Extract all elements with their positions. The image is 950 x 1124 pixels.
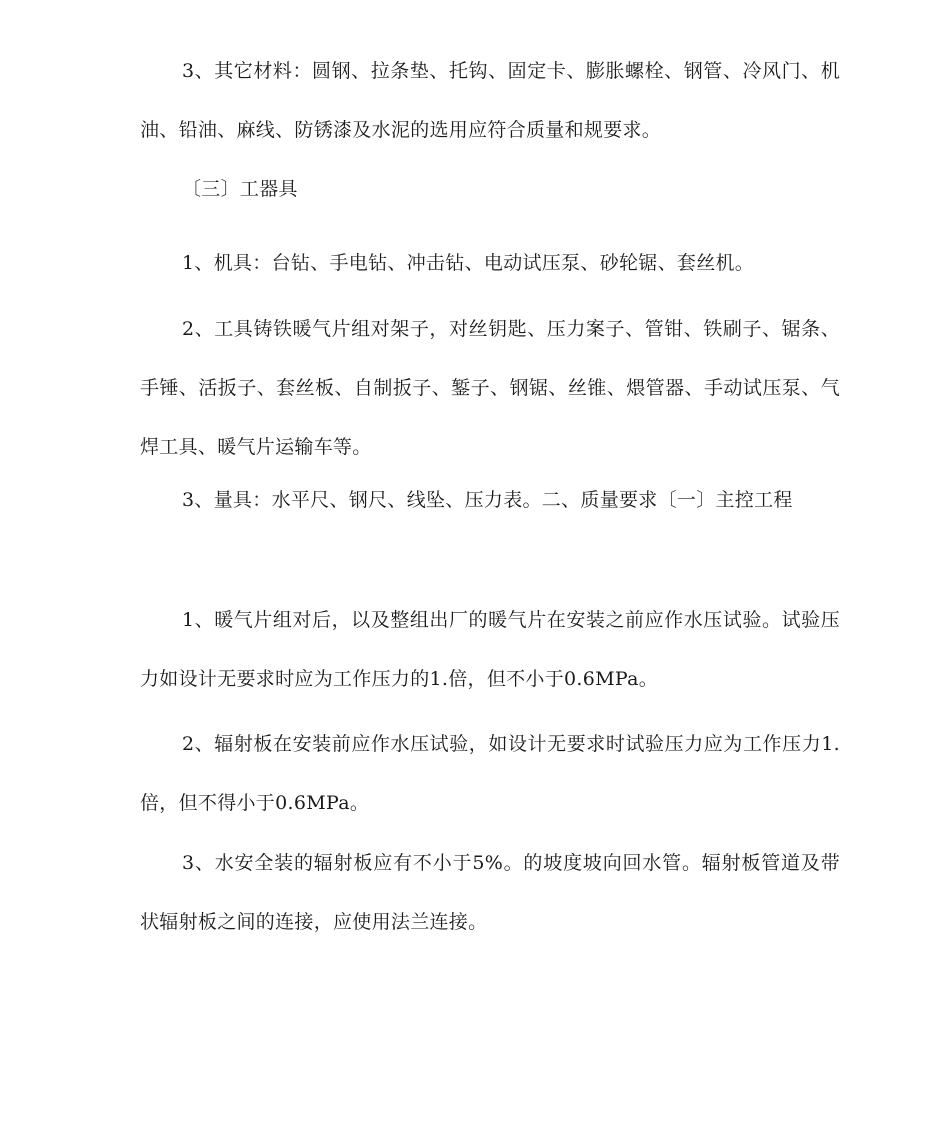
paragraph-other-materials: 3、其它材料：圆钢、拉条垫、托钩、固定卡、膨胀螺栓、钢管、冷风门、机油、铅油、麻线、防锈漆及水泥的选用应符合质量和规要求。 (140, 60, 840, 141)
section-heading-tools: 〔三〕工器具 (182, 178, 298, 200)
paragraph-machines: 1、机具：台钻、手电钻、冲击钻、电动试压泵、砂轮锯、套丝机。 (182, 252, 755, 274)
paragraph-hand-tools: 2、工具铸铁暖气片组对架子，对丝钥匙、压力案子、管钳、铁刷子、锯条、手锤、活扳子、套丝板、自制扳子、錾子、钢锯、丝锥、煨管器、手动试压泵、气焊工具、暖气片运输车等。 (140, 318, 840, 458)
paragraph-measuring-tools: 3、量具：水平尺、钢尺、线坠、压力表。二、质量要求〔一〕主控工程 (182, 489, 793, 511)
paragraph-panel-slope: 3、水安全装的辐射板应有不小于5%。的坡度坡向回水管。辐射板管道及带状辐射板之间的连接，应使用法兰连接。 (140, 852, 840, 933)
paragraph-panel-pressure-test: 2、辐射板在安装前应作水压试验，如设计无要求时试验压力应为工作压力1.倍，但不得小于0.6MPa。 (140, 733, 840, 814)
paragraph-radiator-pressure-test: 1、暖气片组对后，以及整组出厂的暖气片在安装之前应作水压试验。试验压力如设计无要求时应为工作压力的1.倍，但不小于0.6MPa。 (140, 609, 840, 690)
